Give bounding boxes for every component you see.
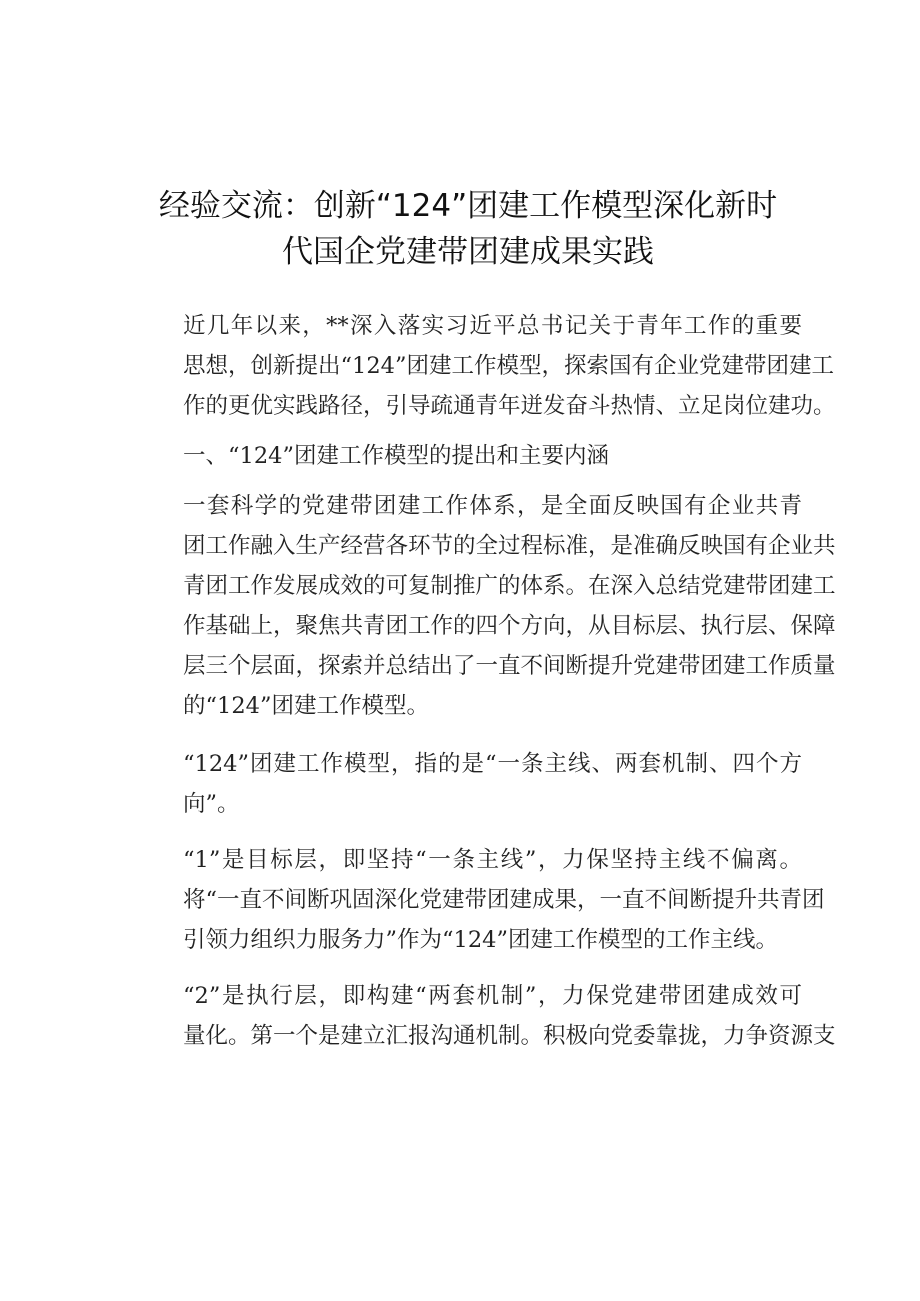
body-paragraph-system	[138, 486, 836, 726]
paragraph-line: 量化。第一个是建立汇报沟通机制。积极向党委靠拢，力争资源支	[183, 1023, 836, 1049]
paragraph-line: 将“一直不间断巩固深化党建带团建成果，一直不间断提升共青团	[183, 887, 825, 913]
paragraph-line: 的“124”团建工作模型。	[183, 693, 429, 719]
paragraph-line: 近几年以来，**深入落实习近平总书记关于青年工作的重要	[183, 313, 802, 339]
body-paragraph-execution-layer	[138, 976, 836, 1056]
paragraph-line: 作基础上，聚焦共青团工作的四个方向，从目标层、执行层、保障	[183, 613, 836, 639]
paragraph-line: 向”。	[183, 791, 240, 817]
title-line-2: 代国企党建带团建成果实践	[282, 234, 654, 270]
paragraph-line: “2”是执行层，即构建“两套机制”，力保党建带团建成效可	[183, 983, 802, 1009]
paragraph-line: 层三个层面，探索并总结出了一直不间断提升党建带团建工作质量	[183, 653, 836, 679]
body-paragraph-target-layer	[138, 840, 825, 960]
paragraph-line: 一套科学的党建带团建工作体系，是全面反映国有企业共青	[183, 493, 802, 519]
paragraph-line: 思想，创新提出“124”团建工作模型，探索国有企业党建带团建工	[183, 353, 834, 379]
paragraph-line: 团工作融入生产经营各环节的全过程标准，是准确反映国有企业共	[183, 533, 836, 559]
document-body	[138, 306, 836, 1056]
heading-line: 一、“124”团建工作模型的提出和主要内涵	[183, 443, 609, 469]
title-line-1: 经验交流：创新“124”团建工作模型深化新时	[158, 188, 778, 224]
document-title	[138, 183, 798, 275]
body-paragraph-model	[138, 744, 802, 824]
section-heading-1	[138, 436, 802, 476]
paragraph-line: 作的更优实践路径，引导疏通青年迸发奋斗热情、立足岗位建功。	[183, 393, 836, 419]
paragraph-line: “124”团建工作模型，指的是“一条主线、两套机制、四个方	[183, 751, 802, 777]
paragraph-line: 青团工作发展成效的可复制推广的体系。在深入总结党建带团建工	[183, 573, 836, 599]
paragraph-line: 引领力组织力服务力”作为“124”团建工作模型的工作主线。	[183, 927, 778, 953]
intro-paragraph	[138, 306, 836, 426]
paragraph-line: “1”是目标层，即坚持“一条主线”，力保坚持主线不偏离。	[183, 847, 802, 873]
